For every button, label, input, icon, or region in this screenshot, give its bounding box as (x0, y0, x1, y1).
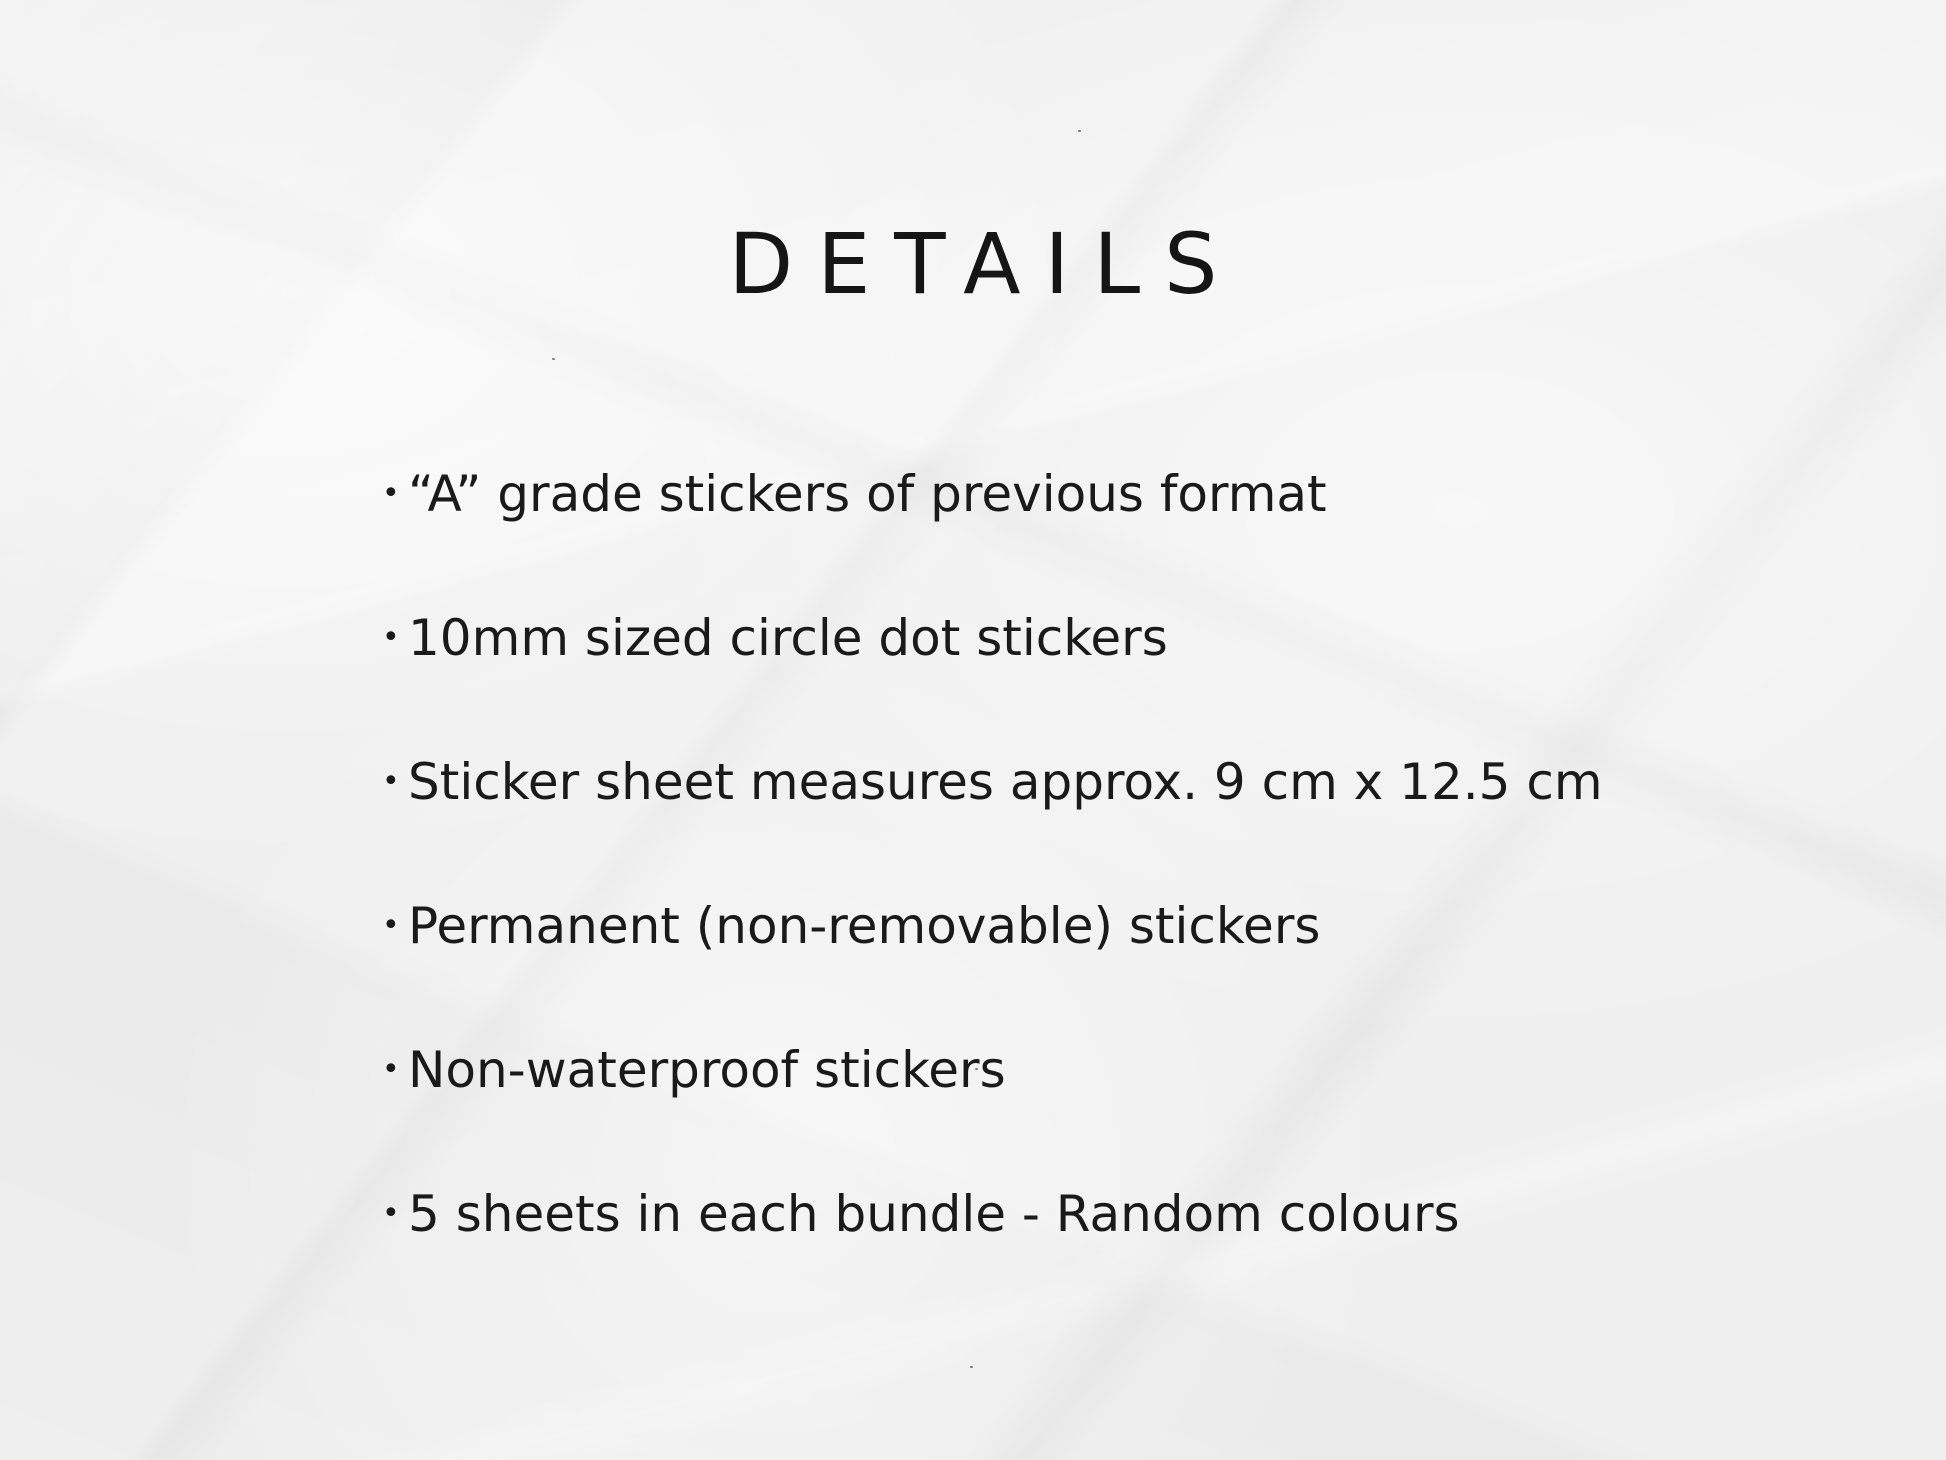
bullet-dot-icon: • (382, 1052, 400, 1087)
details-list (382, 422, 1603, 1286)
list-item (382, 422, 1603, 566)
paper-speck (1078, 130, 1081, 132)
page-title: DETAILS (728, 215, 1242, 313)
list-item (382, 998, 1603, 1142)
list-item-text: “A” grade stickers of previous format (408, 465, 1327, 523)
bullet-dot-icon: • (382, 620, 400, 655)
list-item (382, 710, 1603, 854)
list-item (382, 1142, 1603, 1286)
list-item (382, 854, 1603, 998)
paper-speck (970, 1366, 973, 1368)
paper-speck (552, 358, 555, 360)
list-item-text: 5 sheets in each bundle - Random colours (408, 1185, 1460, 1243)
list-item-text: Non-waterproof stickers (408, 1041, 1006, 1099)
bullet-dot-icon: • (382, 1196, 400, 1231)
list-item (382, 566, 1603, 710)
bullet-dot-icon: • (382, 764, 400, 799)
list-item-text: Permanent (non-removable) stickers (408, 897, 1321, 955)
bullet-dot-icon: • (382, 908, 400, 943)
list-item-text: 10mm sized circle dot stickers (408, 609, 1168, 667)
list-item-text: Sticker sheet measures approx. 9 cm x 12.5 cm (408, 753, 1603, 811)
bullet-dot-icon: • (382, 476, 400, 511)
